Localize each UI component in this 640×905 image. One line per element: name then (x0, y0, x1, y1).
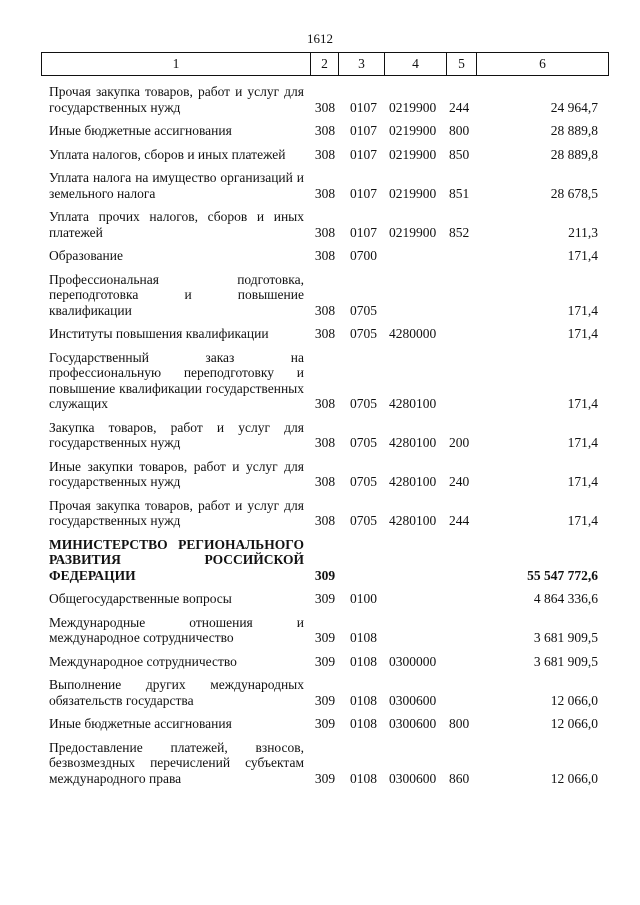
row-expense-type (449, 609, 481, 648)
table-row (41, 609, 608, 648)
table-row (41, 710, 608, 734)
row-section-code: 0705 (350, 396, 377, 411)
row-name: Закупка товаров, работ и услуг для государственных нужд (49, 419, 304, 450)
row-amount: 171,4 (567, 474, 598, 489)
page-number: 1612 (307, 31, 333, 46)
row-name: Профессиональная подготовка, переподготовка и повышение квалификации (49, 271, 304, 318)
row-section-code: 0100 (350, 591, 377, 606)
row-expense-type: 240 (449, 474, 470, 489)
row-ministry-code: 309 (314, 591, 336, 606)
row-amount: 12 066,0 (550, 716, 598, 731)
row-expense-type: 800 (449, 123, 470, 138)
table-row (41, 266, 608, 321)
row-name: Образование (49, 248, 123, 263)
row-section-code: 0108 (350, 692, 377, 708)
row-ministry-code: 309 (314, 630, 336, 645)
row-amount: 171,4 (567, 326, 598, 341)
table-row (41, 648, 608, 672)
row-section-code: 0107 (350, 146, 377, 162)
row-target-code: 0219900 (389, 146, 437, 162)
row-expense-type (449, 585, 481, 609)
row-section-code: 0705 (350, 435, 377, 450)
row-name: Уплата налога на имущество организаций и земельного налога (49, 170, 304, 201)
row-section-code: 0107 (350, 123, 377, 138)
row-expense-type: 244 (449, 99, 470, 115)
row-name: Выполнение других международных обязательств государства (49, 677, 304, 708)
table-row (41, 141, 608, 165)
column-header-2: 2 (311, 53, 339, 76)
row-ministry-code: 308 (314, 99, 336, 115)
row-expense-type (449, 648, 481, 672)
column-header-table (41, 52, 609, 76)
row-amount: 24 964,7 (550, 99, 598, 115)
row-expense-type: 850 (449, 146, 470, 162)
row-name: Институты повышения квалификации (49, 326, 269, 341)
row-amount: 3 681 909,5 (533, 630, 598, 645)
row-expense-type: 200 (449, 435, 470, 450)
row-name: Предоставление платежей, взносов, безвозмездных перечислений субъектам международного права (49, 739, 304, 786)
row-expense-type (449, 242, 481, 266)
row-name: Иные бюджетные ассигнования (49, 123, 232, 138)
row-name: Международное сотрудничество (49, 653, 237, 669)
row-amount: 171,4 (567, 435, 598, 450)
row-section-code: 0700 (350, 248, 377, 263)
row-ministry-code: 308 (314, 146, 336, 162)
row-expense-type (449, 266, 481, 321)
row-section-code: 0705 (350, 302, 377, 318)
row-target-code (387, 242, 449, 266)
row-expense-type: 800 (449, 716, 470, 731)
row-ministry-code: 308 (314, 474, 336, 489)
row-name: Государственный заказ на профессиональную переподготовку и повышение квалификации государственных служащих (49, 349, 304, 411)
budget-table (41, 84, 608, 788)
table-row (41, 84, 608, 117)
row-target-code: 0300600 (389, 770, 437, 786)
row-name: Уплата налогов, сборов и иных платежей (49, 146, 286, 162)
row-ministry-code: 309 (314, 653, 336, 669)
row-ministry-code: 308 (314, 185, 336, 201)
row-amount: 28 889,8 (550, 123, 598, 138)
column-header-3: 3 (339, 53, 385, 76)
row-section-code: 0705 (350, 326, 377, 341)
row-ministry-code: 308 (314, 248, 336, 263)
row-expense-type (449, 344, 481, 414)
row-amount: 12 066,0 (550, 770, 598, 786)
row-ministry-code: 308 (314, 396, 336, 411)
row-amount: 55 547 772,6 (527, 567, 598, 583)
row-target-code: 4280100 (389, 435, 437, 450)
column-header-row (42, 53, 609, 76)
table-row (41, 164, 608, 203)
row-name: Уплата прочих налогов, сборов и иных платежей (49, 209, 304, 240)
row-amount: 12 066,0 (550, 692, 598, 708)
table-row (41, 344, 608, 414)
row-ministry-code: 308 (314, 435, 336, 450)
row-section-code: 0108 (350, 630, 377, 645)
row-name: Общегосударственные вопросы (49, 591, 232, 606)
row-section-code: 0705 (350, 474, 377, 489)
column-header-6: 6 (477, 53, 609, 76)
row-section-code (340, 531, 387, 586)
row-ministry-code: 309 (314, 770, 336, 786)
row-ministry-code: 308 (314, 224, 336, 240)
table-row (41, 203, 608, 242)
row-target-code: 4280100 (389, 474, 437, 489)
row-amount: 171,4 (567, 302, 598, 318)
row-target-code: 4280000 (389, 326, 437, 341)
row-amount: 3 681 909,5 (533, 653, 598, 669)
row-ministry-code: 309 (314, 716, 336, 731)
row-expense-type (449, 671, 481, 710)
row-amount: 28 889,8 (550, 146, 598, 162)
column-header-5: 5 (447, 53, 477, 76)
row-section-code: 0108 (350, 653, 377, 669)
row-target-code (387, 585, 449, 609)
row-target-code: 4280100 (389, 396, 437, 411)
row-name: Международные отношения и международное сотрудничество (49, 614, 304, 645)
row-section-code: 0107 (350, 185, 377, 201)
row-amount: 171,4 (567, 248, 598, 263)
row-target-code: 0300600 (389, 692, 437, 708)
row-name: Прочая закупка товаров, работ и услуг для государственных нужд (49, 84, 304, 115)
row-section-code: 0705 (350, 513, 377, 528)
row-target-code: 0219900 (389, 224, 437, 240)
row-target-code: 0300600 (389, 716, 437, 731)
row-ministry-code: 308 (314, 326, 336, 341)
row-amount: 171,4 (567, 396, 598, 411)
table-row (41, 671, 608, 710)
table-row (41, 414, 608, 453)
row-target-code (387, 531, 449, 586)
column-header-4: 4 (385, 53, 447, 76)
row-ministry-code: 308 (314, 123, 336, 138)
row-expense-type: 860 (449, 770, 470, 786)
row-amount: 28 678,5 (550, 185, 598, 201)
row-ministry-code: 308 (314, 513, 336, 528)
row-target-code: 0219900 (389, 185, 437, 201)
row-section-code: 0107 (350, 224, 377, 240)
row-target-code: 0219900 (389, 123, 437, 138)
row-expense-type: 852 (449, 224, 470, 240)
table-row (41, 734, 608, 789)
table-row (41, 453, 608, 492)
row-expense-type (449, 531, 481, 586)
row-expense-type (449, 320, 481, 344)
table-row (41, 585, 608, 609)
row-target-code: 4280100 (389, 513, 437, 528)
row-section-code: 0108 (350, 770, 377, 786)
row-expense-type: 851 (449, 185, 470, 201)
row-name: Прочая закупка товаров, работ и услуг для государственных нужд (49, 497, 304, 528)
row-target-code (387, 609, 449, 648)
table-row (41, 320, 608, 344)
row-amount: 211,3 (568, 224, 598, 240)
column-header-1: 1 (42, 53, 311, 76)
row-ministry-code: 309 (314, 567, 336, 583)
row-section-code: 0107 (350, 99, 377, 115)
table-row (41, 492, 608, 531)
row-target-code: 0300000 (389, 653, 437, 669)
row-amount: 171,4 (567, 513, 598, 528)
row-ministry-code: 308 (314, 302, 336, 318)
row-ministry-code: 309 (314, 692, 336, 708)
row-expense-type: 244 (449, 513, 470, 528)
table-row (41, 531, 608, 586)
row-amount: 4 864 336,6 (533, 591, 598, 606)
table-row (41, 242, 608, 266)
row-name: Иные бюджетные ассигнования (49, 716, 232, 731)
row-name: Иные закупки товаров, работ и услуг для государственных нужд (49, 458, 304, 489)
table-row (41, 117, 608, 141)
row-target-code: 0219900 (389, 99, 437, 115)
row-target-code (387, 266, 449, 321)
row-name: МИНИСТЕРСТВО РЕГИОНАЛЬНОГО РАЗВИТИЯ РОССИЙСКОЙ ФЕДЕРАЦИИ (49, 536, 304, 583)
row-section-code: 0108 (350, 716, 377, 731)
